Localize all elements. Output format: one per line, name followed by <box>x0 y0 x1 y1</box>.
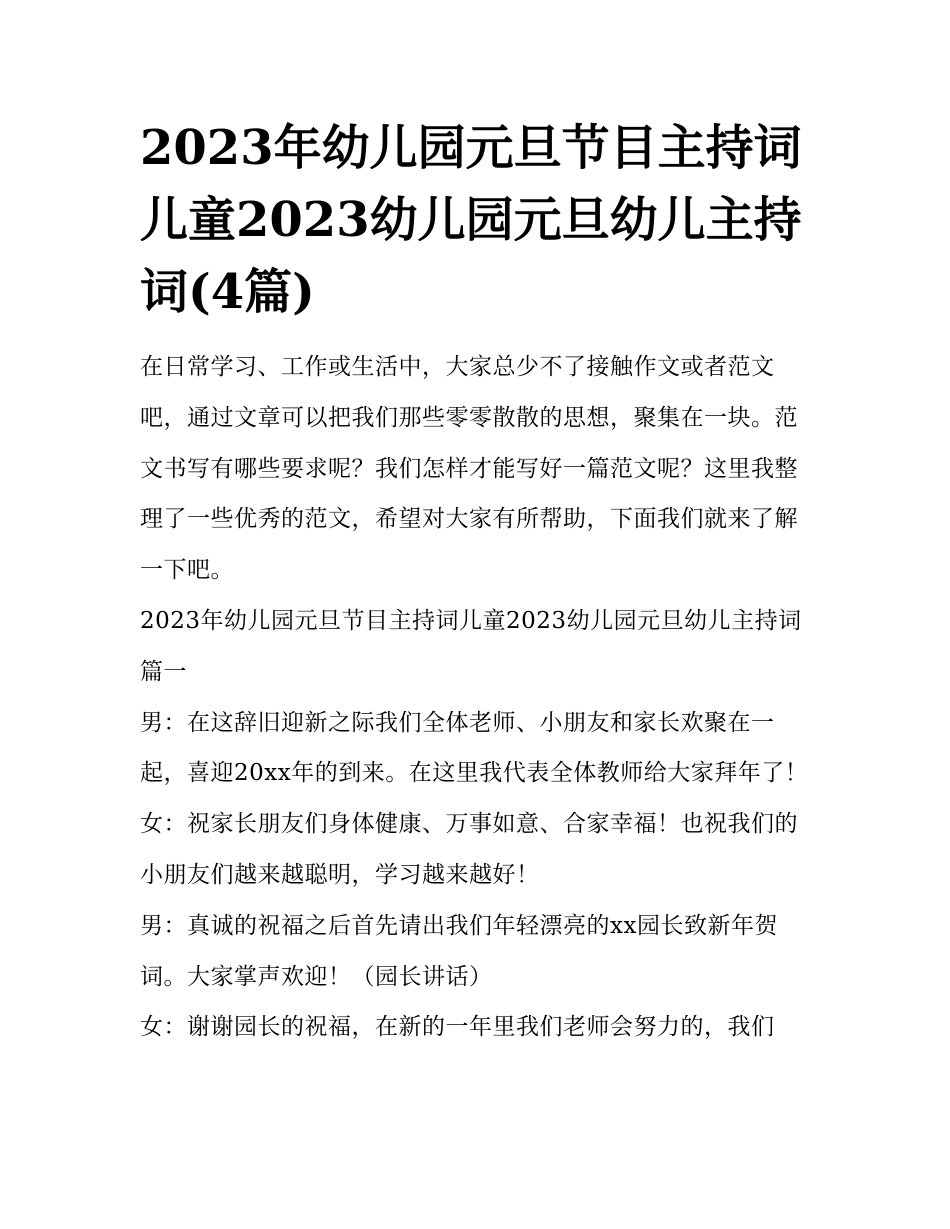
dialogue-paragraph: 女：祝家长朋友们身体健康、万事如意、合家幸福！也祝我们的小朋友们越来越聪明，学习越来越好！ <box>140 811 798 888</box>
document-body <box>140 342 820 1053</box>
document-page <box>140 112 820 1053</box>
dialogue-paragraph: 女：谢谢园长的祝福，在新的一年里我们老师会努力的，我们 <box>140 1014 775 1041</box>
document-title: 2023年幼儿园元旦节目主持词儿童2023幼儿园元旦幼儿主持词(4篇) <box>140 120 802 320</box>
dialogue-paragraph: 男：在这辞旧迎新之际我们全体老师、小朋友和家长欢聚在一起，喜迎20xx年的到来。在这里我代表全体教师给大家拜年了！ <box>140 709 809 787</box>
section-heading: 2023年幼儿园元旦节目主持词儿童2023幼儿园元旦幼儿主持词篇一 <box>140 607 802 685</box>
intro-paragraph: 在日常学习、工作或生活中，大家总少不了接触作文或者范文吧，通过文章可以把我们那些零零散散的思想，聚集在一块。范文书写有哪些要求呢？我们怎样才能写好一篇范文呢？这里我整理了一些优秀的范文，希望对大家有所帮助，下面我们就来了解一下吧。 <box>140 354 798 584</box>
dialogue-paragraph: 男：真诚的祝福之后首先请出我们年轻漂亮的xx园长致新年贺词。大家掌声欢迎！（园长讲话） <box>140 912 778 990</box>
